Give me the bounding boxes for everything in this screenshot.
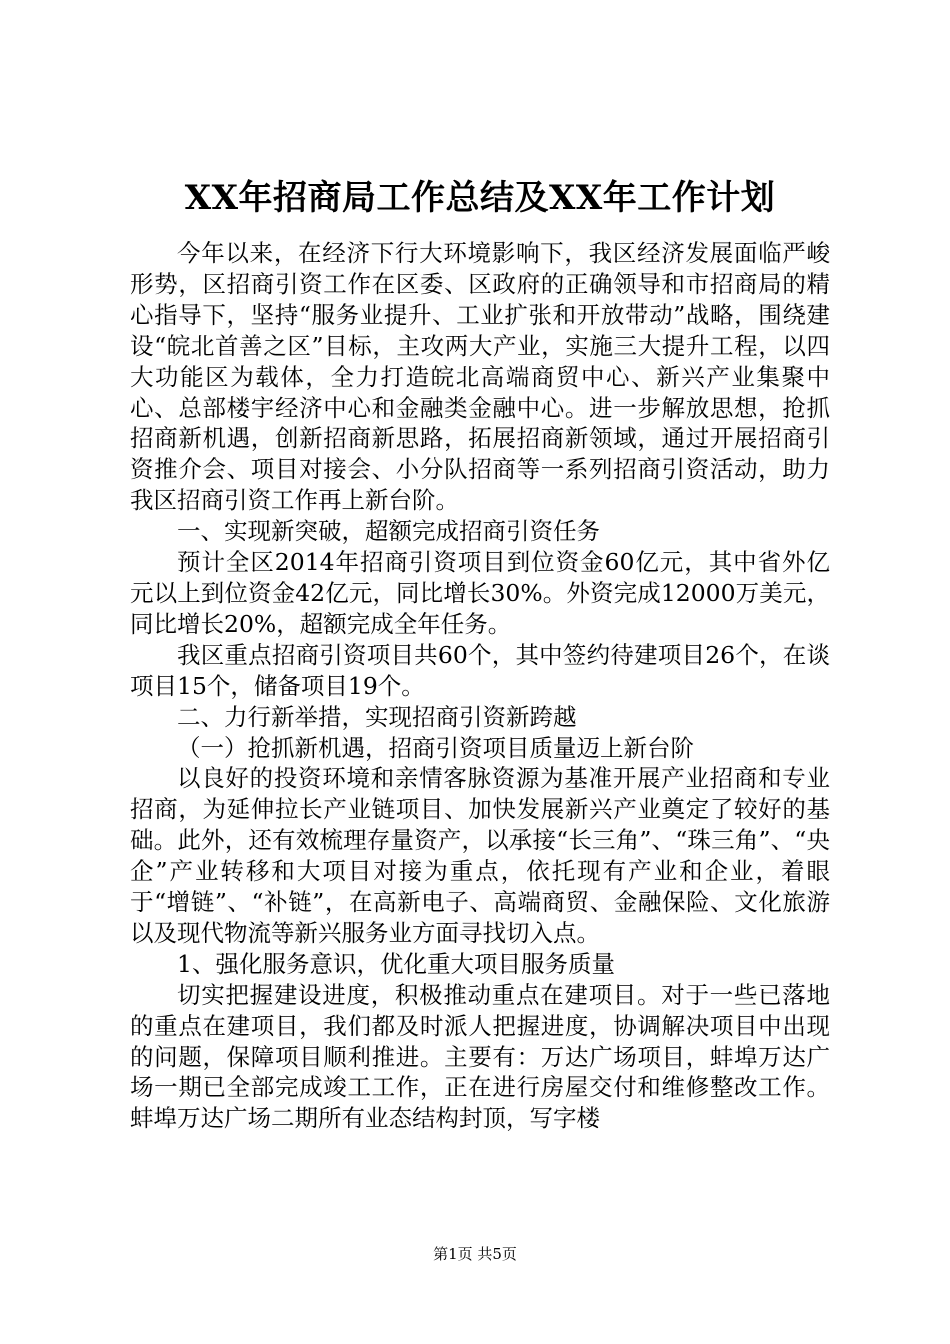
section-heading-1: 一、实现新突破，超额完成招商引资任务 (177, 517, 600, 546)
paragraph-construction: 切实把握建设进度，积极推动重点在建项目。对于一些已落地的重点在建项目，我们都及时派人把握进度，协调解决项目中出现的问题，保障项目顺利推进。主要有：万达广场项目，蚌埠万达广场一期已全部完成竣工工作，正在进行房屋交付和维修整改工作。蚌埠万达广场二期所有业态结构封顶，写字楼 (130, 980, 830, 1133)
paragraph-intro: 今年以来，在经济下行大环境影响下，我区经济发展面临严峻形势，区招商引资工作在区委、区政府的正确领导和市招商局的精心指导下，坚持“服务业提升、工业扩张和开放带动”战略，围绕建设“皖北首善之区”目标，主攻两大产业，实施三大提升工程，以四大功能区为载体，全力打造皖北高端商贸中心、新兴产业集聚中心、总部楼宇经济中心和金融类金融中心。进一步解放思想，抢抓招商新机遇，创新招商新思路，拓展招商新领域，通过开展招商引资推介会、项目对接会、小分队招商等一系列招商引资活动，助力我区招商引资工作再上新台阶。 (130, 239, 830, 515)
document-title: XX年招商局工作总结及XX年工作计划 (184, 178, 776, 218)
document-body (130, 238, 830, 1134)
section-heading-2: 二、力行新举措，实现招商引资新跨越 (177, 702, 577, 731)
page-number-footer: 第1页 共5页 (433, 1245, 517, 1263)
paragraph-industry: 以良好的投资环境和亲情客脉资源为基准开展产业招商和专业招商，为延伸拉长产业链项目、加快发展新兴产业奠定了较好的基础。此外，还有效梳理存量资产，以承接“长三角”、“珠三角”、“央企”产业转移和大项目对接为重点，依托现有产业和企业，着眼于“增链”、“补链”，在高新电子、高端商贸、金融保险、文化旅游以及现代物流等新兴服务业方面寻找切入点。 (130, 764, 830, 947)
paragraph-projects: 我区重点招商引资项目共60个，其中签约待建项目26个，在谈项目15个，储备项目19个。 (130, 640, 830, 700)
subsection-heading-1: （一）抢抓新机遇，招商引资项目质量迈上新台阶 (177, 733, 694, 762)
item-heading-1: 1、强化服务意识，优化重大项目服务质量 (177, 949, 615, 978)
paragraph-funding: 预计全区2014年招商引资项目到位资金60亿元，其中省外亿元以上到位资金42亿元，同比增长30%。外资完成12000万美元，同比增长20%，超额完成全年任务。 (130, 548, 830, 638)
